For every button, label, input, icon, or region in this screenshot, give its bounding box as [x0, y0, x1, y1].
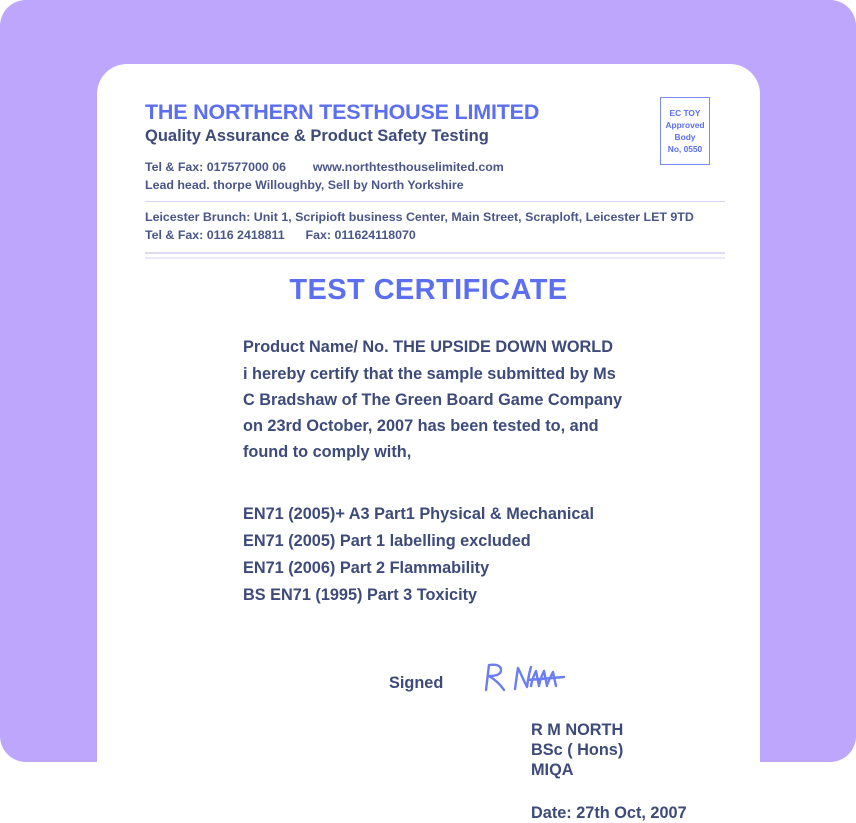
letterhead [145, 100, 725, 259]
signature-mark [479, 660, 571, 703]
website-text[interactable]: www.northtesthouselimited.com [312, 160, 504, 175]
signer-membership: MIQA [531, 761, 574, 779]
ec-box-line-1: EC TOY [669, 107, 701, 118]
header-divider-upper [145, 201, 725, 202]
branch-contact-line [145, 227, 725, 245]
ec-toy-approval-box [660, 97, 710, 165]
product-name-line: Product Name/ No. THE UPSIDE DOWN WORLD [243, 338, 613, 356]
certificate-title: TEST CERTIFICATE [289, 274, 568, 306]
divider-line-1 [145, 252, 725, 254]
certificate-date: Date: 27th Oct, 2007 [531, 804, 687, 822]
statement-line: i hereby certify that the sample submitted by Ms [243, 365, 616, 383]
ec-box-line-4: No, 0550 [667, 143, 703, 154]
contact-line-phone-web [145, 159, 725, 177]
head-address-line: Lead head. thorpe Willoughby, Sell by North Yorkshire [145, 178, 464, 193]
tel-fax-text: Tel & Fax: 017577000 06 [145, 160, 286, 175]
statement-line: found to comply with, [243, 443, 412, 461]
standards-list [243, 501, 723, 609]
standard-item: EN71 (2005)+ A3 Part1 Physical & Mechanical [243, 505, 594, 523]
standard-item: BS EN71 (1995) Part 3 Toxicity [243, 586, 478, 604]
contact-block [145, 159, 725, 195]
signer-block [531, 720, 687, 823]
ec-box-line-3: Body [674, 131, 696, 142]
divider-line-2 [145, 257, 725, 259]
branch-tel-text: Tel & Fax: 0116 2418811 [145, 228, 285, 243]
statement-line: C Bradshaw of The Green Board Game Company [243, 391, 623, 409]
branch-fax-text: Fax: 011624118070 [305, 228, 416, 243]
signer-qualification: BSc ( Hons) [531, 741, 624, 759]
certificate-card [97, 64, 760, 822]
certification-statement [243, 361, 723, 465]
company-tagline: Quality Assurance & Product Safety Testing [145, 126, 489, 145]
signed-label: Signed [389, 674, 444, 692]
signature-row [389, 664, 571, 703]
ec-box-line-2: Approved [665, 119, 705, 130]
certificate-body [243, 334, 723, 822]
branch-address-line: Leicester Brunch: Unit 1, Scripioft business Center, Main Street, Scraploft, Leicester LET 9TD [145, 210, 694, 225]
header-divider-lower [145, 252, 725, 259]
standard-item: EN71 (2005) Part 1 labelling excluded [243, 532, 531, 550]
signer-name: R M NORTH [531, 721, 624, 739]
statement-line: on 23rd October, 2007 has been tested to, and [243, 417, 599, 435]
branch-block [145, 209, 725, 245]
standard-item: EN71 (2006) Part 2 Flammability [243, 559, 490, 577]
company-name: THE NORTHERN TESTHOUSE LIMITED [145, 100, 540, 124]
